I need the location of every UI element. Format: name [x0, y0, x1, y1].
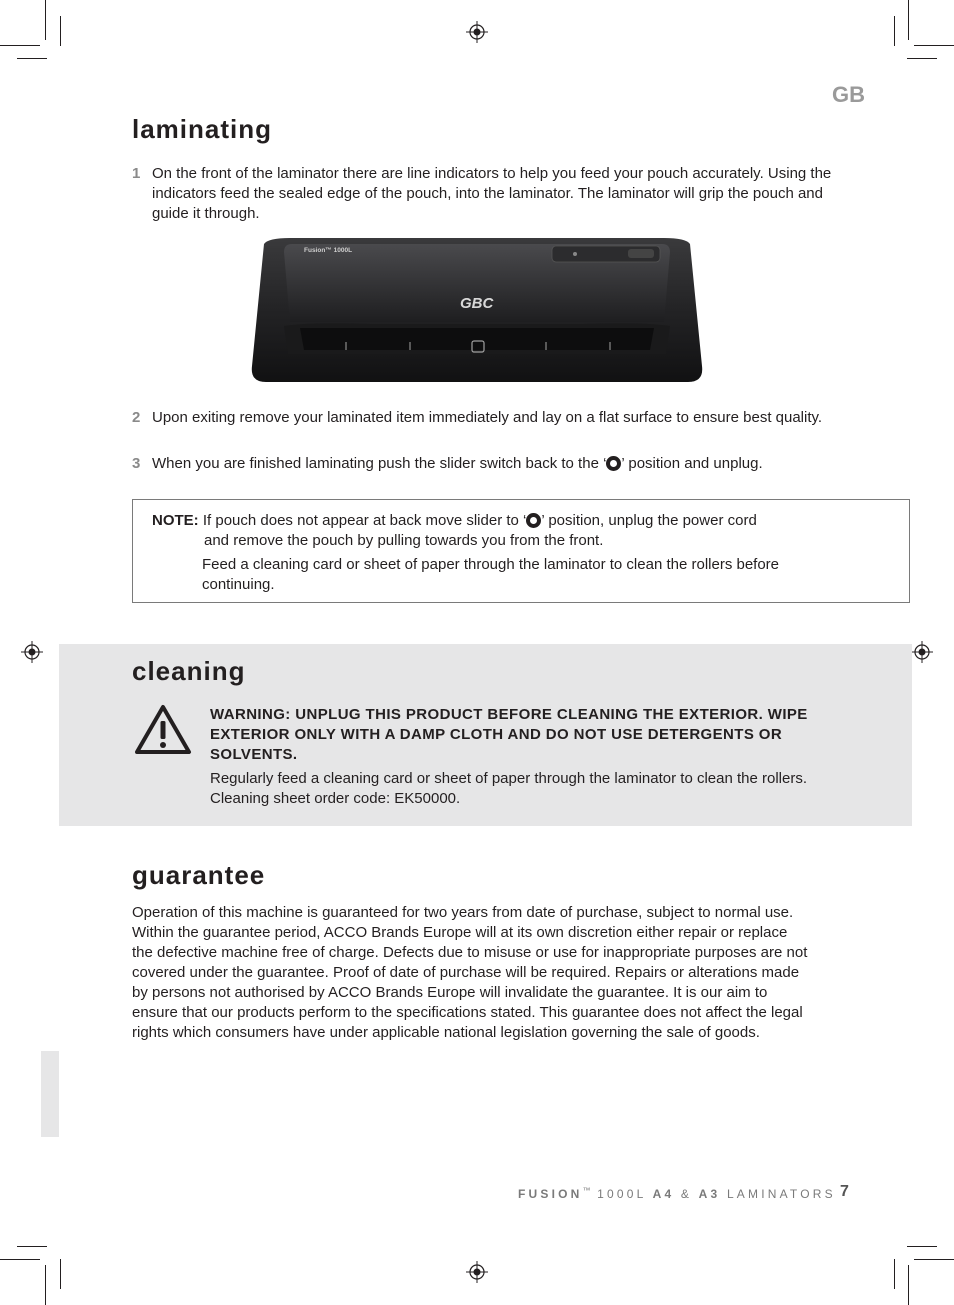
note-line-2: and remove the pouch by pulling towards you from the front. [204, 532, 604, 549]
note-label: NOTE: [152, 512, 199, 529]
step-text: When you are finished laminating push the slider switch back to the ‘ ’ position and unplug. [152, 455, 763, 472]
section-heading-laminating: laminating [132, 114, 273, 144]
step-2 [132, 408, 832, 428]
step-text: On the front of the laminator there are line indicators to help you feed your pouch accurately. Using the indicators feed the sealed edge of the pouch, into the laminator. The laminator will grip the pouch and guide it through. [152, 165, 832, 222]
note-paragraph-2: Feed a cleaning card or sheet of paper through the laminator to clean the rollers before continuing. [202, 556, 780, 593]
device-model-label: Fusion™ 1000L [304, 247, 353, 254]
section-heading-cleaning: cleaning [132, 656, 246, 686]
registration-mark-icon [466, 21, 488, 43]
warning-triangle-icon [134, 704, 192, 756]
side-tab [41, 1051, 59, 1137]
registration-mark-icon [466, 1261, 488, 1283]
footer-product-line: FUSION™ 1000L A4 & A3 LAMINATORS [518, 1186, 836, 1201]
page-number: 7 [840, 1183, 849, 1200]
registration-mark-icon [911, 641, 933, 663]
step-1 [132, 164, 832, 224]
language-code: GB [832, 82, 865, 107]
note-line-1: NOTE: If pouch does not appear at back move slider to ‘ ’ position, unplug the power cord [152, 512, 757, 529]
step-number: 1 [132, 165, 141, 182]
step-number: 3 [132, 455, 141, 472]
gbc-logo: GBC [460, 295, 494, 312]
guarantee-body: Operation of this machine is guaranteed for two years from date of purchase, subject to normal use. Within the guarantee period, ACCO Brands Europe will at its own discretion either repair or replace the defective machine free of charge. Defects due to misuse or use for inappropriate purposes are not covered under the guarantee. Proof of date of purchase will be required. Repairs or alterations made by persons not authorised by ACCO Brands Europe will invalidate the guarantee. It is our aim to ensure that our products perform to the specifications stated. This guarantee does not affect the legal rights which consumers have under applicable national legislation governing the sale of goods. [132, 904, 808, 1041]
laminator-illustration [250, 236, 704, 384]
registration-mark-icon [21, 641, 43, 663]
section-heading-guarantee: guarantee [132, 860, 266, 890]
step-text: Upon exiting remove your laminated item immediately and lay on a flat surface to ensure best quality. [152, 409, 823, 426]
step-number: 2 [132, 409, 141, 426]
cleaning-warning: WARNING: UNPLUG THIS PRODUCT BEFORE CLEANING THE EXTERIOR. WIPE EXTERIOR ONLY WITH A DAMP CLOTH AND DO NOT USE DETERGENTS OR SOLVENTS. [210, 706, 808, 763]
step-3 [132, 454, 832, 474]
cleaning-body: Regularly feed a cleaning card or sheet of paper through the laminator to clean the rollers. Cleaning sheet order code: EK50000. [210, 770, 808, 807]
note-box [132, 499, 910, 603]
off-position-icon [526, 513, 541, 528]
off-position-icon [606, 456, 621, 471]
